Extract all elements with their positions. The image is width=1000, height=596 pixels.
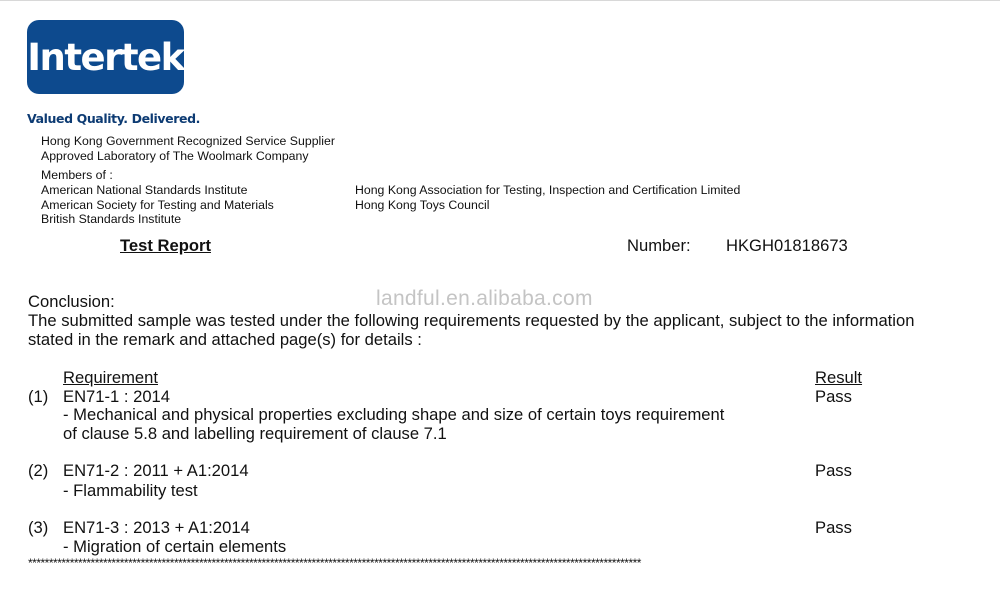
row-index: (1) xyxy=(28,387,49,406)
row-description: - Mechanical and physical properties excluding shape and size of certain toys requirement xyxy=(63,405,725,424)
tagline: Valued Quality. Delivered. xyxy=(27,111,200,126)
member-hk-toys-council: Hong Kong Toys Council xyxy=(355,198,490,212)
member-bsi: British Standards Institute xyxy=(41,212,182,226)
row-index: (3) xyxy=(28,518,49,537)
member-ansi: American National Standards Institute xyxy=(41,183,248,197)
row-result: Pass xyxy=(815,387,852,406)
top-border xyxy=(0,0,1000,1)
row-standard: EN71-2 : 2011 + A1:2014 xyxy=(63,461,249,480)
result-header: Result xyxy=(815,368,863,387)
conclusion-text-line-1: The submitted sample was tested under the following requirements requested by the applicant, subject to the information xyxy=(28,311,915,330)
row-description: - Flammability test xyxy=(63,481,198,500)
recognition-line-2: Approved Laboratory of The Woolmark Company xyxy=(41,149,309,163)
recognition-line-1: Hong Kong Government Recognized Service Supplier xyxy=(41,134,335,148)
asterisk-separator: *************************************************************************************************************************************************** xyxy=(28,557,641,569)
row-result: Pass xyxy=(815,461,852,480)
intertek-logo xyxy=(27,20,184,94)
report-number-value: HKGH01818673 xyxy=(726,236,848,255)
row-result: Pass xyxy=(815,518,852,537)
conclusion-label: Conclusion: xyxy=(28,292,115,311)
row-description-cont: of clause 5.8 and labelling requirement of clause 7.1 xyxy=(63,424,447,443)
report-number-label: Number: xyxy=(627,236,691,255)
member-hkatic: Hong Kong Association for Testing, Inspection and Certification Limited xyxy=(355,183,741,197)
row-standard: EN71-1 : 2014 xyxy=(63,387,171,406)
watermark: landful.en.alibaba.com xyxy=(376,287,593,310)
logo-text: Intertek xyxy=(27,35,184,79)
requirement-header: Requirement xyxy=(63,368,159,387)
conclusion-text-line-2: stated in the remark and attached page(s) for details : xyxy=(28,330,422,349)
members-label: Members of : xyxy=(41,168,113,182)
row-standard: EN71-3 : 2013 + A1:2014 xyxy=(63,518,250,537)
row-index: (2) xyxy=(28,461,49,480)
member-astm: American Society for Testing and Materials xyxy=(41,198,274,212)
row-description: - Migration of certain elements xyxy=(63,537,287,556)
report-title: Test Report xyxy=(120,236,211,255)
